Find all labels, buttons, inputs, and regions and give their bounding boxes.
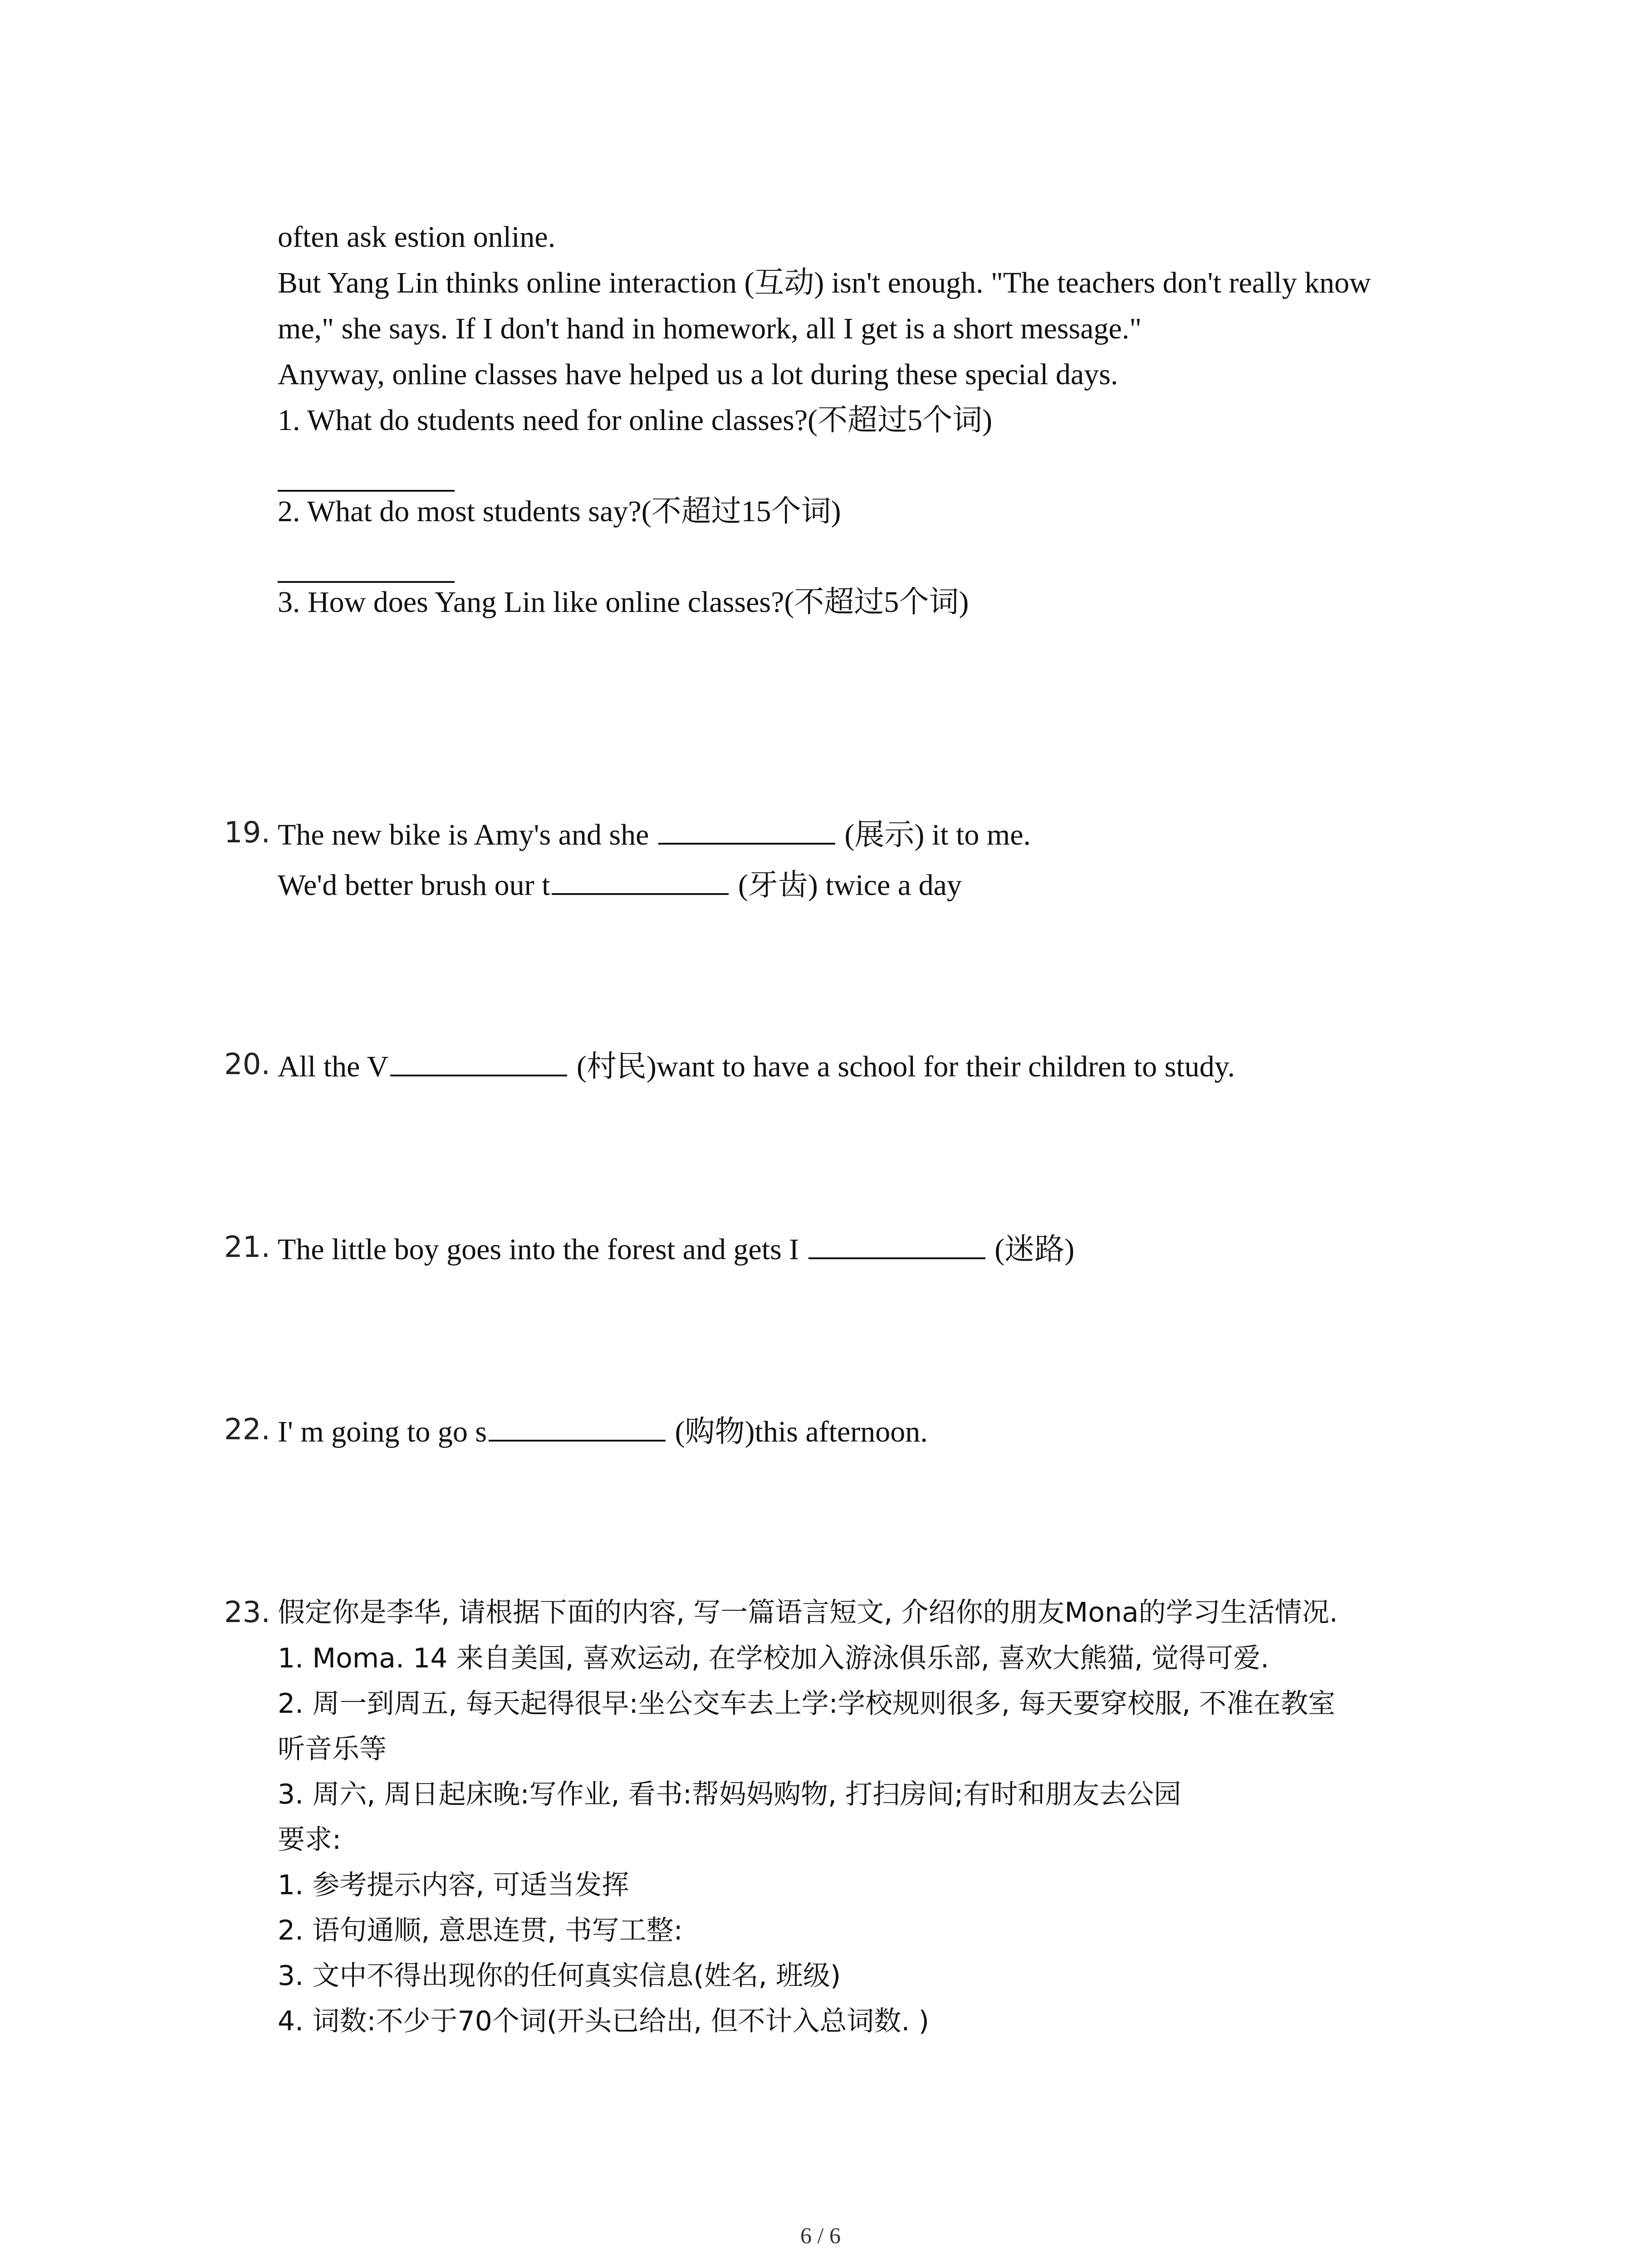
item-22-number: 22. <box>224 1413 270 1447</box>
item-23-point-2-cont: 听音乐等 <box>278 1733 387 1765</box>
item-21-sentence <box>278 1229 1074 1268</box>
item-23-requirement-2: 2. 语句通顺, 意思连贯, 书写工整: <box>278 1915 683 1946</box>
item-23-requirement-4: 4. 词数:不少于70个词(开头已给出, 但不计入总词数. ) <box>278 2005 929 2037</box>
item-23-number: 23. <box>224 1596 270 1629</box>
item-19-b-blank[interactable] <box>552 865 729 895</box>
item-22-suffix: (购物)this afternoon. <box>675 1415 928 1448</box>
item-19-a-blank[interactable] <box>658 815 835 845</box>
question-2: 2. What do most students say?(不超过15个词) <box>278 495 841 528</box>
item-20-blank[interactable] <box>390 1046 567 1076</box>
answer-blank-1[interactable] <box>278 490 455 492</box>
item-23-point-2: 2. 周一到周五, 每天起得很早:坐公交车去上学:学校规则很多, 每天要穿校服, 不准在教室 <box>278 1688 1336 1720</box>
item-23-point-1: 1. Moma. 14 来自美国, 喜欢运动, 在学校加入游泳俱乐部, 喜欢大熊猫, 觉得可爱. <box>278 1642 1269 1674</box>
item-19-number: 19. <box>224 816 270 850</box>
item-23-point-3: 3. 周六, 周日起床晚:写作业, 看书:帮妈妈购物, 打扫房间;有时和朋友去公园 <box>278 1779 1181 1810</box>
question-1: 1. What do students need for online classes?(不超过5个词) <box>278 404 993 437</box>
item-22-prefix: I' m going to go s <box>278 1415 487 1448</box>
item-19-a-prefix: The new bike is Amy's and she <box>278 818 649 851</box>
item-22-blank[interactable] <box>489 1412 666 1442</box>
question-3: 3. How does Yang Lin like online classes?(不超过5个词) <box>278 586 969 619</box>
item-19-a-suffix: (展示) it to me. <box>844 818 1031 851</box>
answer-blank-2[interactable] <box>278 581 455 583</box>
item-21-suffix: (迷路) <box>994 1233 1075 1266</box>
item-21-blank[interactable] <box>808 1229 985 1259</box>
item-21-number: 21. <box>224 1231 270 1264</box>
item-23-requirements-heading: 要求: <box>278 1824 342 1856</box>
page-number: 6 / 6 <box>800 2223 841 2248</box>
item-20-sentence <box>278 1046 1235 1085</box>
item-22-sentence <box>278 1412 928 1450</box>
passage-line-3: me," she says. If I don't hand in homework, all I get is a short message." <box>278 312 1142 345</box>
item-20-number: 20. <box>224 1048 270 1081</box>
passage-line-1: often ask estion online. <box>278 220 556 254</box>
item-19-b-prefix: We'd better brush our t <box>278 869 550 902</box>
passage-line-2: But Yang Lin thinks online interaction (互动) isn't enough. "The teachers don't really know <box>278 266 1371 299</box>
item-19-b-suffix: (牙齿) twice a day <box>738 869 962 902</box>
passage-line-4: Anyway, online classes have helped us a lot during these special days. <box>278 358 1118 391</box>
item-23-requirement-3: 3. 文中不得出现你的任何真实信息(姓名, 班级) <box>278 1960 841 1992</box>
item-21-prefix: The little boy goes into the forest and gets I <box>278 1233 799 1266</box>
item-23-prompt: 假定你是李华, 请根据下面的内容, 写一篇语言短文, 介绍你的朋友Mona的学习生活情况. <box>278 1597 1338 1628</box>
item-23-requirement-1: 1. 参考提示内容, 可适当发挥 <box>278 1869 629 1901</box>
item-19-sentence-a <box>278 815 1031 853</box>
item-20-suffix: (村民)want to have a school for their children to study. <box>576 1050 1235 1083</box>
item-20-prefix: All the V <box>278 1050 389 1083</box>
item-19-sentence-b <box>278 865 962 904</box>
